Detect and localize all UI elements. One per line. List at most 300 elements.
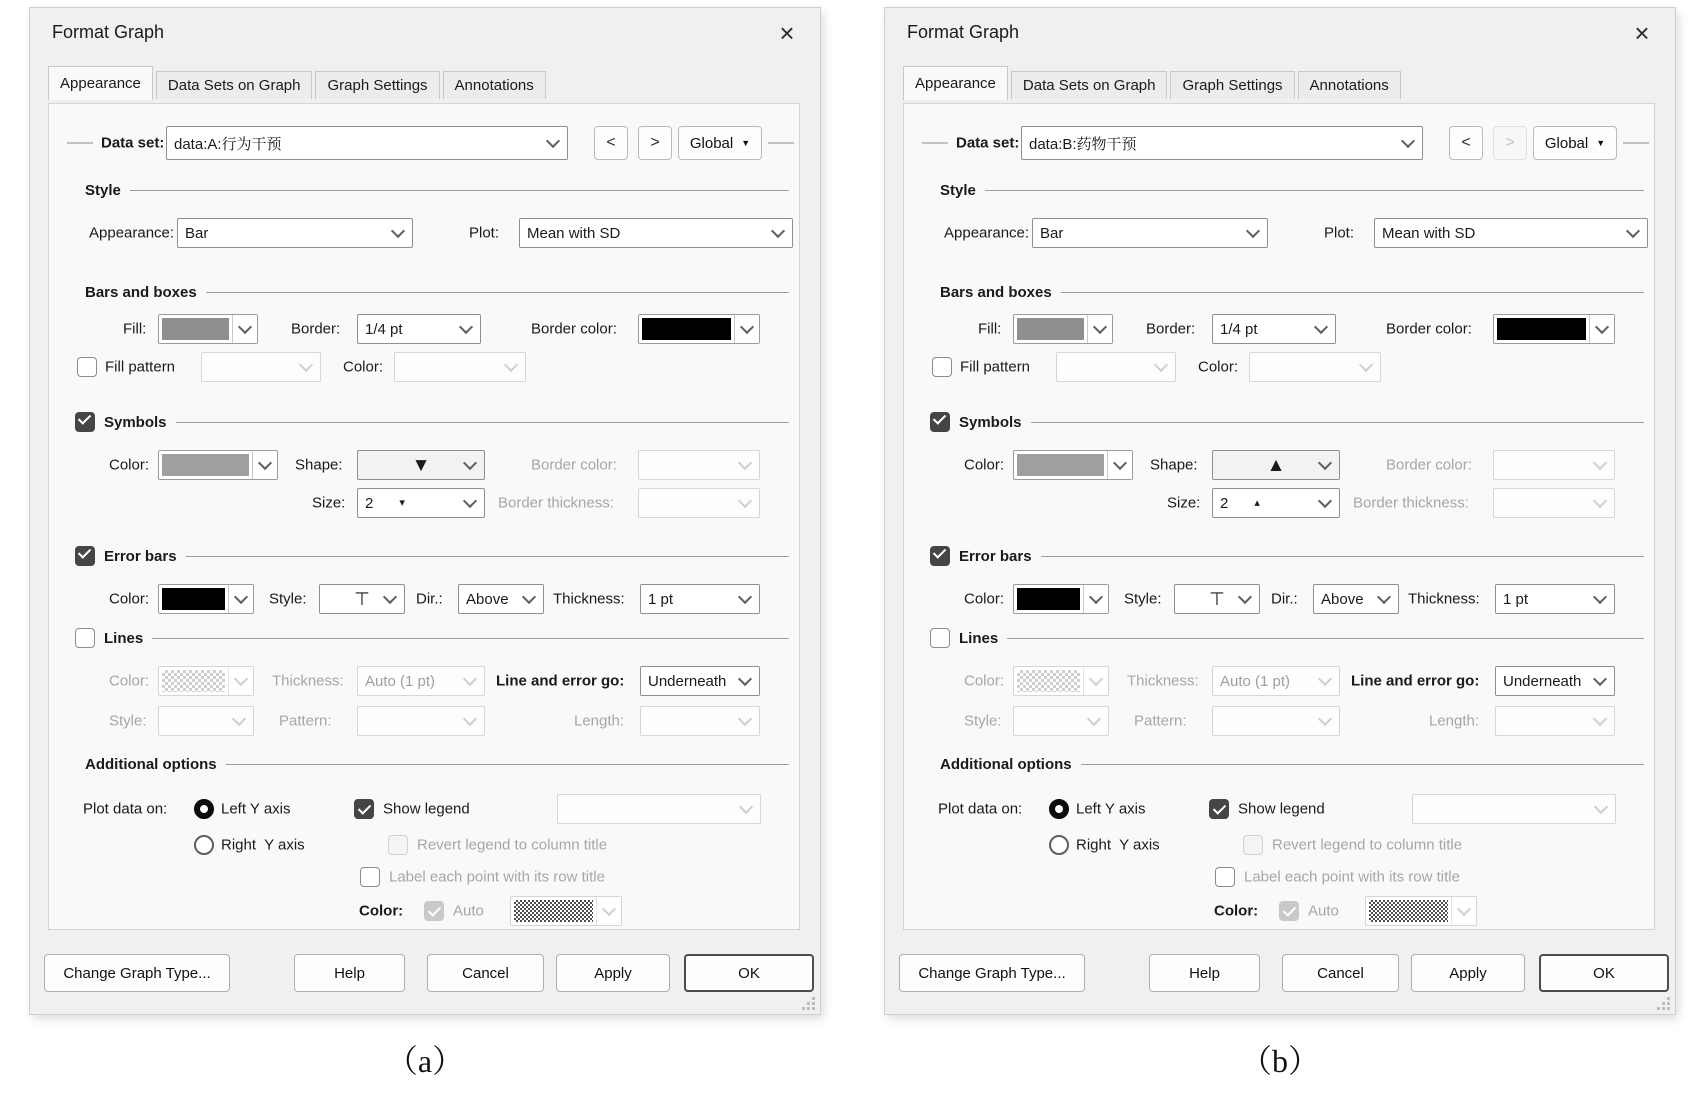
chevron-down-icon	[1401, 134, 1415, 148]
global-label: Global	[689, 134, 734, 152]
global-button[interactable]	[1533, 126, 1617, 160]
error-color-select[interactable]	[1013, 584, 1109, 614]
bars-section-header	[940, 280, 1644, 304]
chevron-down-icon	[738, 672, 752, 686]
chevron-down-icon	[463, 456, 477, 470]
right-y-axis-row	[49, 828, 799, 862]
fill-pattern-select	[201, 352, 321, 382]
bar-fill-color-select[interactable]	[158, 314, 258, 344]
dataset-row	[49, 126, 799, 160]
appearance-select[interactable]	[1032, 218, 1268, 248]
plot-value: Mean with SD	[1382, 224, 1476, 242]
shape-symbol-icon: ▼	[411, 455, 431, 475]
line-length-select	[640, 706, 760, 736]
error-style-label: Style:	[1124, 590, 1162, 608]
line-thickness-value: Auto (1 pt)	[365, 672, 436, 690]
bars-header-label: Bars and boxes	[85, 283, 197, 301]
lines-row-1	[49, 664, 799, 698]
shape-select[interactable]	[1212, 450, 1340, 480]
cancel-button[interactable]: Cancel	[1282, 954, 1399, 992]
divider	[186, 556, 789, 557]
chevron-button	[1087, 315, 1112, 343]
chevron-down-icon	[1318, 672, 1332, 686]
chevron-down-icon	[299, 358, 313, 372]
chevron-button	[228, 667, 253, 695]
dataset-select[interactable]	[1021, 126, 1423, 160]
plot-data-on-row	[904, 792, 1654, 826]
size-symbol-icon: ▾	[399, 497, 405, 509]
legend-select	[1412, 794, 1616, 824]
dropdown-arrow-icon: ▼	[741, 137, 751, 148]
error-thickness-value: 1 pt	[648, 590, 674, 608]
pattern-color-select	[1249, 352, 1381, 382]
close-button[interactable]	[1625, 16, 1659, 50]
revert-legend-checkbox	[388, 835, 408, 855]
bar-border-color-select[interactable]	[638, 314, 760, 344]
plot-label: Plot:	[469, 224, 500, 242]
left-y-axis-radio[interactable]	[1049, 799, 1069, 819]
window-title: Format Graph	[52, 22, 165, 42]
error-bars-checkbox[interactable]	[930, 546, 950, 566]
line-thickness-label: Thickness:	[1127, 672, 1199, 690]
chevron-button	[228, 585, 253, 613]
size-value: 2	[365, 494, 374, 512]
line-and-error-go-label: Line and error go:	[1351, 672, 1480, 690]
chevron-down-icon	[1595, 320, 1609, 334]
chevron-down-icon	[463, 672, 477, 686]
dataset-row	[904, 126, 1654, 160]
chevron-button	[1589, 315, 1614, 343]
apply-button[interactable]: Apply	[556, 954, 670, 992]
chevron-down-icon	[459, 320, 473, 334]
dropdown-arrow-icon: ▼	[1596, 137, 1606, 148]
close-button[interactable]	[770, 16, 804, 50]
lines-section-header	[930, 626, 1644, 650]
shape-symbol-icon: ▲	[1266, 455, 1286, 475]
line-style-label: Style:	[964, 712, 1002, 730]
format-graph-dialog-b	[885, 8, 1675, 1014]
color-swatch	[642, 318, 731, 340]
divider	[1623, 143, 1649, 144]
right-y-axis-label: Right Y axis	[1076, 836, 1160, 854]
chevron-down-icon	[234, 590, 248, 604]
chevron-down-icon	[1089, 590, 1103, 604]
next-dataset-button: >	[1493, 126, 1527, 160]
close-icon: ×	[1634, 18, 1650, 48]
symbol-border-color-label: Border color:	[531, 456, 617, 474]
error-bars-header-label: Error bars	[104, 547, 177, 565]
symbols-section-header	[75, 410, 789, 434]
right-y-axis-radio[interactable]	[1049, 835, 1069, 855]
window-title: Format Graph	[907, 22, 1020, 42]
bar-border-select[interactable]	[357, 314, 481, 344]
chevron-button	[1107, 451, 1132, 479]
line-and-error-go-label: Line and error go:	[496, 672, 625, 690]
label-color-select	[510, 896, 622, 926]
symbols-checkbox[interactable]	[930, 412, 950, 432]
dir-label: Dir.:	[416, 590, 443, 608]
chevron-down-icon	[504, 358, 518, 372]
style-row	[49, 216, 799, 250]
appearance-label: Appearance:	[89, 224, 175, 242]
shape-select[interactable]	[357, 450, 485, 480]
size-value: 2	[1220, 494, 1229, 512]
divider	[176, 422, 789, 423]
tab-bar	[903, 66, 1404, 99]
dataset-label: Data set:	[101, 134, 165, 152]
additional-options-header	[940, 752, 1644, 776]
appearance-value: Bar	[1040, 224, 1064, 242]
dataset-value: data:B:药物干预	[1029, 135, 1137, 153]
lines-row-1	[904, 664, 1654, 698]
chevron-down-icon	[238, 320, 252, 334]
border-label: Border:	[1146, 320, 1196, 338]
tab-graph-settings[interactable]: Graph Settings	[1170, 71, 1294, 99]
apply-button[interactable]: Apply	[1411, 954, 1525, 992]
size-select[interactable]	[1212, 488, 1340, 518]
label-each-point-row	[904, 860, 1654, 894]
revert-legend-label: Revert legend to column title	[1272, 836, 1463, 854]
symbols-header-label: Symbols	[959, 413, 1022, 431]
chevron-button	[1451, 897, 1476, 925]
right-y-axis-row	[904, 828, 1654, 862]
line-style-label: Style:	[109, 712, 147, 730]
error-bars-checkbox[interactable]	[75, 546, 95, 566]
dataset-value: data:A:行为干预	[174, 135, 282, 153]
chevron-down-icon	[738, 712, 752, 726]
chevron-down-icon	[1594, 800, 1608, 814]
symbols-checkbox[interactable]	[75, 412, 95, 432]
plot-data-on-label: Plot data on:	[83, 800, 168, 818]
show-legend-checkbox[interactable]	[1209, 799, 1229, 819]
right-y-axis-radio[interactable]	[194, 835, 214, 855]
fill-pattern-select	[1056, 352, 1176, 382]
resize-grip[interactable]	[1657, 997, 1670, 1010]
chevron-down-icon	[1593, 672, 1607, 686]
error-thickness-label: Thickness:	[1408, 590, 1480, 608]
line-pattern-select	[357, 706, 485, 736]
symbols-header-label: Symbols	[104, 413, 167, 431]
label-each-point-checkbox[interactable]	[1215, 867, 1235, 887]
bar-border-select[interactable]	[1212, 314, 1336, 344]
right-y-axis-label: Right Y axis	[221, 836, 305, 854]
tab-annotations[interactable]: Annotations	[443, 71, 546, 99]
error-bars-header-label: Error bars	[959, 547, 1032, 565]
chevron-down-icon	[738, 456, 752, 470]
line-thickness-label: Thickness:	[272, 672, 344, 690]
chevron-button	[734, 315, 759, 343]
chevron-down-icon	[1626, 224, 1640, 238]
plot-label: Plot:	[1324, 224, 1355, 242]
chevron-down-icon	[1246, 224, 1260, 238]
line-thickness-value: Auto (1 pt)	[1220, 672, 1291, 690]
tab-appearance[interactable]: Appearance	[48, 66, 153, 100]
line-pattern-select	[1212, 706, 1340, 736]
dir-select[interactable]	[458, 584, 544, 614]
color-swatch	[1497, 318, 1586, 340]
symbol-size-row	[49, 486, 799, 520]
symbol-color-select[interactable]	[158, 450, 278, 480]
line-pattern-label: Pattern:	[279, 712, 332, 730]
symbol-color-label: Color:	[964, 456, 1005, 474]
title-bar	[885, 8, 1675, 64]
cancel-button[interactable]: Cancel	[427, 954, 544, 992]
dir-label: Dir.:	[1271, 590, 1298, 608]
divider	[226, 764, 789, 765]
figure-caption-a: （a）	[385, 1043, 465, 1079]
chevron-down-icon	[1238, 590, 1252, 604]
revert-legend-label: Revert legend to column title	[417, 836, 608, 854]
title-bar	[30, 8, 820, 64]
divider	[985, 190, 1644, 191]
size-label: Size:	[312, 494, 346, 512]
chevron-down-icon	[740, 320, 754, 334]
additional-options-label: Additional options	[940, 755, 1072, 773]
chevron-down-icon	[1113, 456, 1127, 470]
ok-button[interactable]: OK	[1539, 954, 1669, 992]
chevron-down-icon	[1314, 320, 1328, 334]
lines-checkbox[interactable]	[930, 628, 950, 648]
color-swatch	[1017, 670, 1080, 692]
bar-border-color-select[interactable]	[1493, 314, 1615, 344]
size-symbol-icon: ▴	[1254, 497, 1260, 509]
divider	[67, 143, 93, 144]
bars-section-header	[85, 280, 789, 304]
error-thickness-label: Thickness:	[553, 590, 625, 608]
size-select[interactable]	[357, 488, 485, 518]
plot-value: Mean with SD	[527, 224, 621, 242]
style-section-header	[85, 178, 789, 202]
auto-color-checkbox	[1279, 901, 1299, 921]
border-label: Border:	[291, 320, 341, 338]
style-row	[904, 216, 1654, 250]
line-and-error-go-value: Underneath	[1503, 672, 1582, 690]
tab-appearance[interactable]: Appearance	[903, 66, 1008, 100]
chevron-down-icon	[1154, 358, 1168, 372]
border-thickness-select	[638, 488, 760, 518]
chevron-down-icon	[602, 902, 616, 916]
error-style-label: Style:	[269, 590, 307, 608]
appearance-label: Appearance:	[944, 224, 1030, 242]
label-each-point-row	[49, 860, 799, 894]
color-swatch	[1369, 900, 1448, 922]
chevron-down-icon	[1593, 590, 1607, 604]
dir-value: Above	[466, 590, 509, 608]
line-and-error-go-select[interactable]	[1495, 666, 1615, 696]
additional-options-header	[85, 752, 789, 776]
pattern-color-select	[394, 352, 526, 382]
left-y-axis-radio[interactable]	[194, 799, 214, 819]
color-swatch	[162, 454, 249, 476]
next-dataset-button[interactable]: >	[638, 126, 672, 160]
chevron-down-icon	[1377, 590, 1391, 604]
label-each-point-checkbox[interactable]	[360, 867, 380, 887]
figure-caption-b: （b）	[1239, 1043, 1320, 1079]
plot-data-on-label: Plot data on:	[938, 800, 1023, 818]
label-color-row	[904, 894, 1654, 928]
dataset-select[interactable]	[166, 126, 568, 160]
auto-label: Auto	[1308, 902, 1339, 920]
line-thickness-select	[357, 666, 485, 696]
symbol-color-label: Color:	[109, 456, 150, 474]
plot-select[interactable]	[519, 218, 793, 248]
legend-select	[557, 794, 761, 824]
chevron-down-icon	[1593, 494, 1607, 508]
left-y-axis-label: Left Y axis	[221, 800, 291, 818]
auto-label: Auto	[453, 902, 484, 920]
fill-pattern-checkbox[interactable]	[77, 357, 97, 377]
line-color-select	[158, 666, 254, 696]
dir-value: Above	[1321, 590, 1364, 608]
error-bars-section-header	[930, 544, 1644, 568]
bars-fill-row	[49, 312, 799, 346]
symbol-border-color-select	[638, 450, 760, 480]
symbol-color-shape-row	[904, 448, 1654, 482]
bar-fill-color-select[interactable]	[1013, 314, 1113, 344]
error-color-select[interactable]	[158, 584, 254, 614]
fill-pattern-checkbox[interactable]	[932, 357, 952, 377]
label-each-point-label: Label each point with its row title	[1244, 868, 1460, 886]
shape-label: Shape:	[295, 456, 343, 474]
help-button[interactable]: Help	[1149, 954, 1260, 992]
color-swatch	[514, 900, 593, 922]
symbol-size-row	[904, 486, 1654, 520]
dir-select[interactable]	[1313, 584, 1399, 614]
divider	[1041, 556, 1644, 557]
fill-pattern-label: Fill pattern	[960, 358, 1031, 376]
symbol-border-color-select	[1493, 450, 1615, 480]
chevron-down-icon	[1457, 902, 1471, 916]
divider	[1061, 292, 1644, 293]
line-length-label: Length:	[1429, 712, 1480, 730]
lines-section-header	[75, 626, 789, 650]
line-and-error-go-select[interactable]	[640, 666, 760, 696]
chevron-down-icon	[1087, 712, 1101, 726]
label-color-row	[49, 894, 799, 928]
appearance-select[interactable]	[177, 218, 413, 248]
error-bars-row	[49, 582, 799, 616]
error-bar-style-icon: ⊤	[354, 590, 370, 608]
change-graph-type-button[interactable]: Change Graph Type...	[44, 954, 230, 992]
line-pattern-label: Pattern:	[1134, 712, 1187, 730]
line-thickness-select	[1212, 666, 1340, 696]
appearance-panel	[903, 103, 1655, 930]
border-thickness-label: Border thickness:	[1353, 494, 1469, 512]
pattern-color-label: Color:	[343, 358, 384, 376]
error-style-select[interactable]	[319, 584, 405, 614]
format-graph-dialog-a	[30, 8, 820, 1014]
chevron-down-icon	[1593, 456, 1607, 470]
style-header-label: Style	[85, 181, 121, 199]
prev-dataset-button[interactable]: <	[1449, 126, 1483, 160]
error-style-select[interactable]	[1174, 584, 1260, 614]
chevron-down-icon	[463, 712, 477, 726]
style-header-label: Style	[940, 181, 976, 199]
lines-header-label: Lines	[104, 629, 144, 647]
color-swatch	[1017, 318, 1084, 340]
style-section-header	[940, 178, 1644, 202]
chevron-down-icon	[234, 672, 248, 686]
border-color-label: Border color:	[531, 320, 617, 338]
lines-header-label: Lines	[959, 629, 999, 647]
prev-dataset-button[interactable]: <	[594, 126, 628, 160]
line-and-error-go-value: Underneath	[648, 672, 727, 690]
border-thickness-select	[1493, 488, 1615, 518]
lines-checkbox[interactable]	[75, 628, 95, 648]
close-icon: ×	[779, 18, 795, 48]
resize-grip[interactable]	[802, 997, 815, 1010]
divider	[1031, 422, 1644, 423]
divider	[1007, 638, 1644, 639]
chevron-button	[596, 897, 621, 925]
chevron-down-icon	[546, 134, 560, 148]
fill-pattern-row	[904, 350, 1654, 384]
chevron-button	[1083, 585, 1108, 613]
left-y-axis-label: Left Y axis	[1076, 800, 1146, 818]
plot-select[interactable]	[1374, 218, 1648, 248]
chevron-down-icon	[1089, 672, 1103, 686]
label-color-select	[1365, 896, 1477, 926]
chevron-down-icon	[1593, 712, 1607, 726]
chevron-down-icon	[463, 494, 477, 508]
global-button[interactable]	[678, 126, 762, 160]
color-swatch	[1017, 454, 1104, 476]
shape-label: Shape:	[1150, 456, 1198, 474]
color-swatch	[162, 670, 225, 692]
change-graph-type-button[interactable]: Change Graph Type...	[899, 954, 1085, 992]
bars-header-label: Bars and boxes	[940, 283, 1052, 301]
help-button[interactable]: Help	[294, 954, 405, 992]
line-color-select	[1013, 666, 1109, 696]
error-thickness-select[interactable]	[640, 584, 760, 614]
size-label: Size:	[1167, 494, 1201, 512]
lines-row-2	[904, 704, 1654, 738]
divider	[130, 190, 789, 191]
chevron-down-icon	[738, 590, 752, 604]
show-legend-checkbox[interactable]	[354, 799, 374, 819]
global-label: Global	[1544, 134, 1589, 152]
lines-row-2	[49, 704, 799, 738]
chevron-button	[252, 451, 277, 479]
tab-graph-settings[interactable]: Graph Settings	[315, 71, 439, 99]
symbol-color-select[interactable]	[1013, 450, 1133, 480]
error-thickness-select[interactable]	[1495, 584, 1615, 614]
tab-bar	[48, 66, 549, 99]
symbols-section-header	[930, 410, 1644, 434]
error-bars-row	[904, 582, 1654, 616]
symbol-color-shape-row	[49, 448, 799, 482]
error-bar-style-icon: ⊤	[1209, 590, 1225, 608]
border-thickness-label: Border thickness:	[498, 494, 614, 512]
chevron-down-icon	[738, 494, 752, 508]
error-thickness-value: 1 pt	[1503, 590, 1529, 608]
symbol-border-color-label: Border color:	[1386, 456, 1472, 474]
chevron-down-icon	[383, 590, 397, 604]
pattern-color-label: Color:	[1198, 358, 1239, 376]
appearance-value: Bar	[185, 224, 209, 242]
ok-button[interactable]: OK	[684, 954, 814, 992]
plot-data-on-row	[49, 792, 799, 826]
line-style-select	[1013, 706, 1109, 736]
tab-data-sets-on-graph[interactable]: Data Sets on Graph	[156, 71, 313, 99]
tab-annotations[interactable]: Annotations	[1298, 71, 1401, 99]
label-color-label: Color:	[1214, 902, 1259, 920]
bar-border-value: 1/4 pt	[1220, 320, 1258, 338]
dataset-label: Data set:	[956, 134, 1020, 152]
divider	[1081, 764, 1644, 765]
tab-data-sets-on-graph[interactable]: Data Sets on Graph	[1011, 71, 1168, 99]
fill-pattern-row	[49, 350, 799, 384]
